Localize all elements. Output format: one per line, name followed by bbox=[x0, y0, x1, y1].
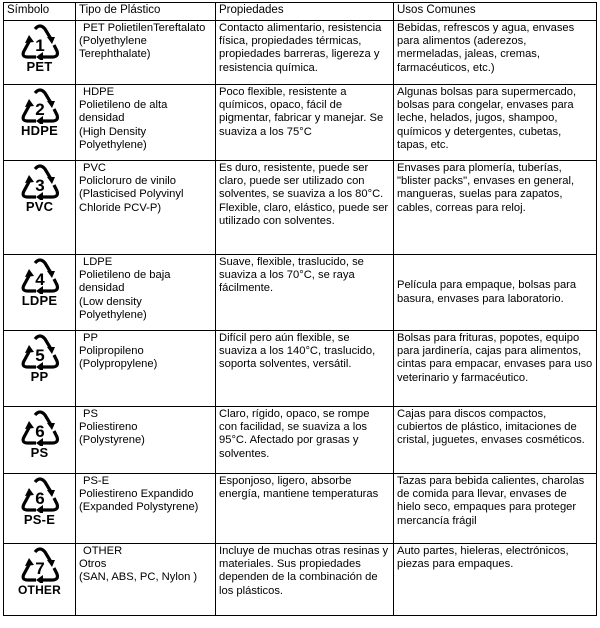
usos-text: Envases para plomería, tuberías, "blister packs", envases en general, mangueras, suelas para zapatos, cables, correas para reloj. bbox=[397, 162, 575, 214]
propiedades-text: Claro, rígido, opaco, se rompe con facilidad, se suaviza a los 95°C. Afectado por grasas y solventes. bbox=[219, 408, 370, 460]
cell-usos bbox=[394, 544, 597, 616]
tipo-line: (Polystyrene) bbox=[79, 434, 145, 447]
cell-simbolo bbox=[4, 255, 76, 331]
cell-tipo bbox=[76, 544, 216, 616]
recycling-triangle-icon bbox=[20, 545, 60, 583]
header-propiedades: Propiedades bbox=[216, 3, 394, 21]
tipo-line: Polyethylene) bbox=[79, 138, 147, 151]
recycling-triangle-icon bbox=[20, 408, 60, 446]
tipo-line: (Polyethylene bbox=[79, 35, 147, 48]
cell-usos bbox=[394, 331, 597, 407]
recycling-codes-table-wrapper bbox=[3, 2, 597, 616]
tipo-line: LDPE bbox=[83, 256, 113, 268]
cell-simbolo bbox=[4, 331, 76, 407]
cell-usos bbox=[394, 161, 597, 255]
header-usos: Usos Comunes bbox=[394, 3, 597, 21]
table-row bbox=[4, 85, 597, 161]
propiedades-text: Suave, flexible, traslucido, se suaviza a los 70°C, se raya fácilmente. bbox=[219, 256, 364, 295]
recycling-triangle-icon bbox=[20, 162, 60, 200]
resin-code-number: 7 bbox=[34, 559, 45, 578]
resin-code-number: 3 bbox=[34, 176, 45, 195]
cell-usos bbox=[394, 474, 597, 544]
header-row bbox=[4, 3, 597, 21]
usos-text: Bebidas, refrescos y agua, envases para alimentos (aderezos, mermeladas, jaleas, cremas, farmacéuticos, etc.) bbox=[397, 22, 575, 74]
cell-usos bbox=[394, 21, 597, 85]
propiedades-text: Difícil pero aún flexible, se suaviza a los 140°C, traslucido, soporta solventes, versátil. bbox=[219, 332, 376, 371]
cell-tipo bbox=[76, 85, 216, 161]
tipo-line: Polipropileno bbox=[79, 345, 144, 358]
tipo-line: Poliestireno Expandido bbox=[79, 488, 194, 501]
table-row bbox=[4, 331, 597, 407]
tipo-line: Terephthalate) bbox=[79, 48, 151, 61]
usos-text: Tazas para bebida calientes, charolas de comida para llevar, envases de hielo seco, empaques para proteger mercancía frágil bbox=[397, 475, 585, 527]
table-row bbox=[4, 407, 597, 474]
resin-abbreviation: OTHER bbox=[18, 583, 61, 597]
cell-propiedades bbox=[216, 474, 394, 544]
resin-code-number: 1 bbox=[34, 36, 45, 55]
cell-simbolo bbox=[4, 544, 76, 616]
tipo-line: HDPE bbox=[83, 86, 115, 98]
tipo-line: Otros bbox=[79, 558, 107, 571]
recycling-triangle-icon bbox=[20, 22, 60, 60]
tipo-line: densidad bbox=[79, 112, 125, 125]
tipo-line: densidad bbox=[79, 282, 125, 295]
table-row bbox=[4, 474, 597, 544]
tipo-line: Chloride PCV-P) bbox=[79, 201, 162, 214]
cell-propiedades bbox=[216, 255, 394, 331]
tipo-line: PET PolietilenTereftalato bbox=[83, 22, 206, 34]
tipo-line: OTHER bbox=[83, 545, 123, 557]
table-row bbox=[4, 544, 597, 616]
cell-tipo bbox=[76, 161, 216, 255]
tipo-line: PP bbox=[83, 332, 98, 344]
table-body bbox=[4, 21, 597, 616]
recycling-triangle-icon bbox=[20, 86, 60, 124]
resin-abbreviation: PS-E bbox=[23, 512, 56, 527]
cell-propiedades bbox=[216, 331, 394, 407]
cell-tipo bbox=[76, 407, 216, 474]
recycling-triangle-icon bbox=[20, 332, 60, 370]
cell-tipo bbox=[76, 331, 216, 407]
usos-text: Película para empaque, bolsas para basura, envases para laboratorio. bbox=[397, 279, 577, 305]
tipo-line: PVC bbox=[83, 162, 107, 174]
table-row bbox=[4, 255, 597, 331]
resin-code-number: 2 bbox=[34, 100, 45, 119]
tipo-line: (High Density bbox=[79, 125, 147, 138]
tipo-line: Policloruro de vinilo bbox=[79, 175, 177, 188]
cell-simbolo bbox=[4, 474, 76, 544]
resin-abbreviation: PP bbox=[30, 369, 49, 384]
usos-text: Algunas bolsas para supermercado, bolsas para congelar, envases para leche, helados, jugos, shampoo, químicos y detergentes, cubetas, tapas, etc. bbox=[397, 86, 577, 151]
cell-propiedades bbox=[216, 544, 394, 616]
tipo-line: (Low density bbox=[79, 295, 142, 308]
plastics-table bbox=[3, 2, 597, 616]
cell-propiedades bbox=[216, 161, 394, 255]
header-tipo: Tipo de Plástico bbox=[76, 3, 216, 21]
usos-text: Auto partes, hieleras, electrónicos, piezas para empaques. bbox=[397, 545, 569, 571]
usos-text: Bolsas para frituras, popotes, equipo para jardinería, cajas para alimentos, cintas para empacar, envases para uso veterinario y farmacéutico. bbox=[397, 332, 593, 384]
cell-simbolo bbox=[4, 85, 76, 161]
resin-abbreviation: PET bbox=[26, 59, 53, 74]
resin-code-number: 6 bbox=[34, 489, 45, 508]
cell-propiedades bbox=[216, 85, 394, 161]
resin-code-number: 6 bbox=[34, 422, 45, 441]
cell-propiedades bbox=[216, 407, 394, 474]
tipo-line: Polietileno de baja bbox=[79, 269, 171, 282]
tipo-line: Polietileno de alta bbox=[79, 99, 168, 112]
table-row bbox=[4, 21, 597, 85]
propiedades-text: Contacto alimentario, resistencia física, propiedades térmicas, propiedades barreras, ligereza y resistencia química. bbox=[219, 22, 382, 74]
header-simbolo: Símbolo bbox=[4, 3, 76, 21]
cell-usos bbox=[394, 255, 597, 331]
table-row bbox=[4, 161, 597, 255]
recycling-triangle-icon bbox=[20, 475, 60, 513]
tipo-line: PS bbox=[83, 408, 98, 420]
cell-simbolo bbox=[4, 161, 76, 255]
propiedades-text: Es duro, resistente, puede ser claro, puede ser utilizado con solventes, se suaviza a los 80°C. Flexible, claro, elástico, puede ser utilizado con solventes. bbox=[219, 162, 389, 227]
cell-tipo bbox=[76, 21, 216, 85]
propiedades-text: Esponjoso, ligero, absorbe energía, mantiene temperaturas bbox=[219, 475, 379, 501]
tipo-line: (SAN, ABS, PC, Nylon ) bbox=[79, 571, 198, 584]
cell-propiedades bbox=[216, 21, 394, 85]
tipo-line: (Expanded Polystyrene) bbox=[79, 501, 199, 514]
tipo-line: (Plasticised Polyvinyl bbox=[79, 188, 184, 201]
resin-abbreviation: PS bbox=[30, 445, 49, 460]
tipo-line: (Polypropylene) bbox=[79, 358, 158, 371]
resin-abbreviation: LDPE bbox=[21, 293, 58, 308]
cell-simbolo bbox=[4, 407, 76, 474]
cell-usos bbox=[394, 407, 597, 474]
tipo-line: Poliestireno bbox=[79, 421, 138, 434]
propiedades-text: Poco flexible, resistente a químicos, opaco, fácil de pigmentar, fabricar y manejar. Se suaviza a los 75°C bbox=[219, 86, 384, 138]
resin-code-number: 4 bbox=[34, 270, 45, 289]
tipo-line: PS-E bbox=[83, 475, 110, 487]
resin-abbreviation: HDPE bbox=[21, 123, 58, 138]
recycling-triangle-icon bbox=[20, 256, 60, 294]
usos-text: Cajas para discos compactos, cubiertos de plástico, imitaciones de cristal, juguetes, envases cosméticos. bbox=[397, 408, 585, 447]
cell-simbolo bbox=[4, 21, 76, 85]
cell-tipo bbox=[76, 474, 216, 544]
cell-usos bbox=[394, 85, 597, 161]
resin-code-number: 5 bbox=[34, 346, 45, 365]
resin-abbreviation: PVC bbox=[25, 199, 54, 214]
tipo-line: Polyethylene) bbox=[79, 308, 147, 321]
propiedades-text: Incluye de muchas otras resinas y materiales. Sus propiedades dependen de la combinación de los plásticos. bbox=[219, 545, 389, 597]
cell-tipo bbox=[76, 255, 216, 331]
